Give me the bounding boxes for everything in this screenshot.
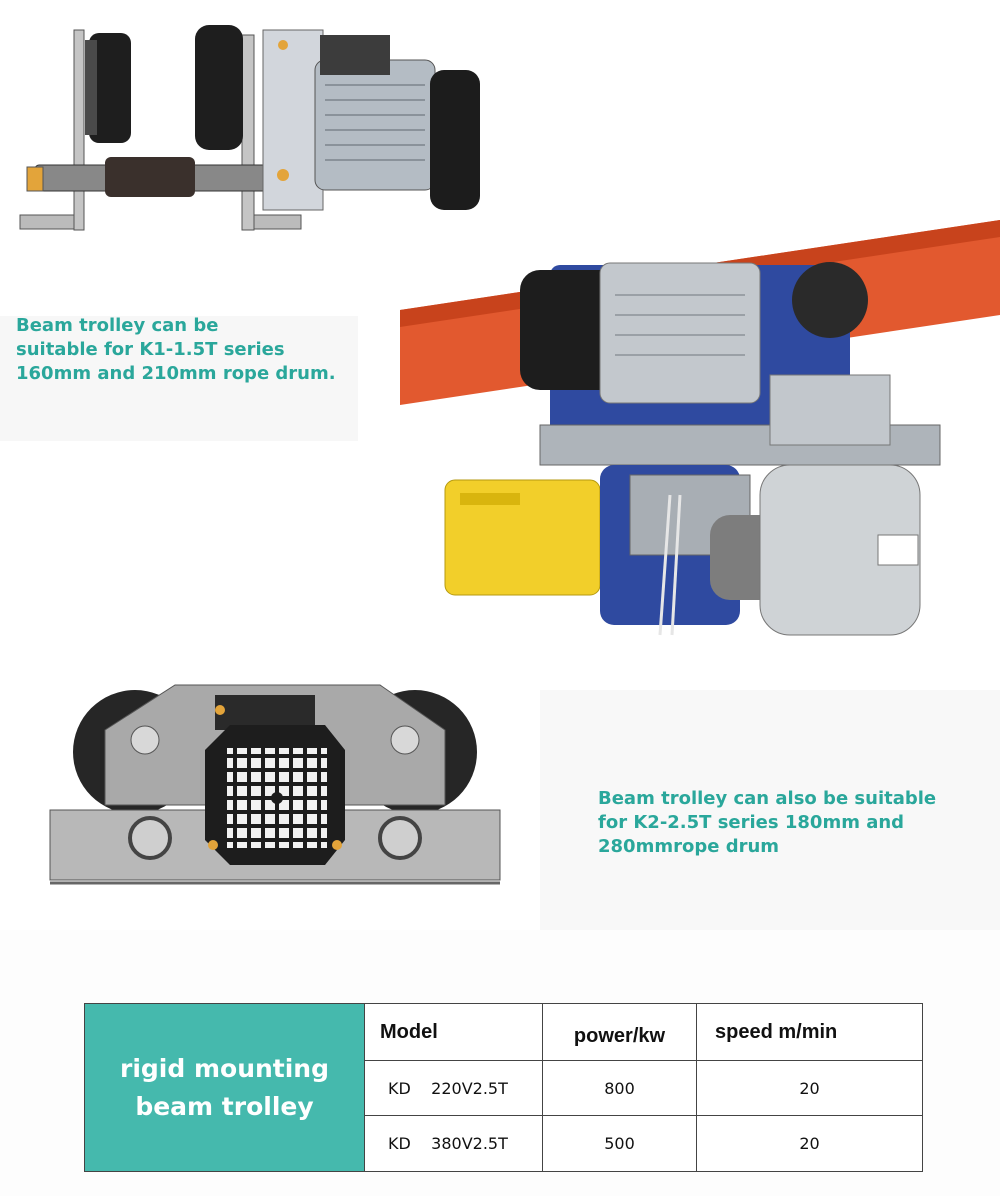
column-header-model: Model xyxy=(380,1020,438,1043)
table-cell-model: KD 380V2.5T xyxy=(388,1134,508,1153)
table-cell-power: 800 xyxy=(604,1078,635,1098)
spec-table-title-line-2: beam trolley xyxy=(135,1091,314,1121)
caption-k2-line-3: 280mmrope drum xyxy=(598,836,780,857)
column-header-power: power/kw xyxy=(573,1024,666,1047)
beam-trolley-front-view-image xyxy=(45,680,510,895)
spec-table xyxy=(84,1003,923,1172)
column-header-speed: speed m/min xyxy=(715,1020,838,1043)
caption-k2-line-1: Beam trolley can also be suitable xyxy=(598,788,937,809)
caption-k2-line-2: for K2-2.5T series 180mm and xyxy=(598,812,905,833)
beam-trolley-side-view-image xyxy=(15,15,495,240)
table-cell-power: 500 xyxy=(604,1134,635,1153)
table-cell-model: KD 220V2.5T xyxy=(388,1078,508,1098)
caption-k1-line-1: Beam trolley can be xyxy=(16,315,219,336)
table-cell-speed: 20 xyxy=(799,1078,820,1098)
spec-table-title-cell xyxy=(85,1004,365,1171)
caption-k1-line-2: suitable for K1-1.5T series xyxy=(16,339,285,360)
caption-k1 xyxy=(16,314,336,386)
caption-k2 xyxy=(598,787,936,859)
caption-k1-line-3: 160mm and 210mm rope drum. xyxy=(16,363,336,384)
table-cell-speed: 20 xyxy=(799,1134,820,1153)
spec-table-title-line-1: rigid mounting xyxy=(120,1053,329,1083)
electric-hoist-on-beam-image xyxy=(390,215,1000,645)
